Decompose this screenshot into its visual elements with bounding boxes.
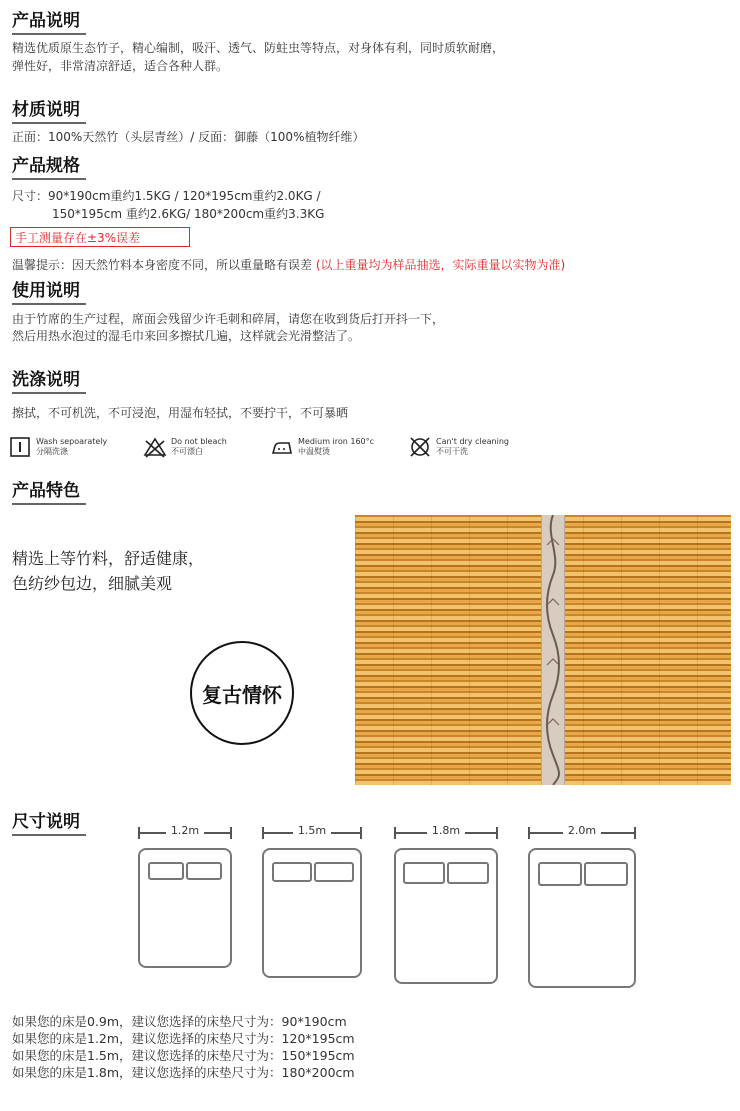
care-zh: 分隔洗涤 [36, 447, 68, 456]
usage-line-1: 由于竹席的生产过程，席面会残留少许毛刺和碎屑，请您在收到货后打开抖一下， [12, 312, 445, 326]
title-underline [12, 392, 86, 394]
material-text: 正面：100%天然竹（头层青丝）/ 反面：御藤（100%植物纤维） [12, 130, 365, 144]
bed-dimension-1 [138, 824, 232, 840]
mat-binding-strip [541, 515, 565, 785]
product-desc-line-1: 精选优质原生态竹子，精心编制，吸汗、透气、防蛀虫等特点，对身体有利，同时质软耐磨， [12, 41, 505, 55]
material-title: 材质说明 [12, 100, 80, 120]
spec-title: 产品规格 [12, 156, 80, 176]
feature-line-2: 色纺纱包边，细腻美观 [12, 574, 173, 593]
size-suggestion: 如果您的床是1.8m，建议您选择的床垫尺寸为：180*200cm [12, 1065, 355, 1080]
pillow-icon [314, 862, 354, 882]
care-item-bleach [143, 435, 227, 459]
care-zh: 不可干洗 [436, 447, 468, 456]
title-underline [12, 178, 86, 180]
product-desc-line-2: 弹性好，非常清凉舒适，适合各种人群。 [12, 59, 229, 73]
wash-title: 洗涤说明 [12, 370, 80, 390]
title-underline [12, 503, 86, 505]
bed-outline [262, 848, 362, 978]
care-item-wash [8, 435, 107, 459]
spec-tip-red: (以上重量均为样品抽选，实际重量以实物为准) [315, 258, 566, 272]
wash-separately-icon [8, 435, 32, 459]
bed-outline [528, 848, 636, 988]
wash-text: 擦拭，不可机洗，不可浸泡，用湿布轻拭，不要拧干，不可暴晒 [12, 406, 349, 420]
size-suggestion: 如果您的床是1.5m，建议您选择的床垫尺寸为：150*195cm [12, 1048, 355, 1063]
feature-title: 产品特色 [12, 481, 80, 501]
bed-outline [394, 848, 498, 984]
care-en: Wash sepoarately [36, 437, 108, 446]
pillow-icon [584, 862, 628, 886]
pillow-icon [186, 862, 222, 880]
title-underline [12, 834, 86, 836]
bed-outline [138, 848, 232, 968]
usage-line-2: 然后用热水泡过的湿毛巾来回多擦拭几遍，这样就会光滑整洁了。 [12, 329, 361, 343]
bed-dimension-4 [528, 824, 636, 840]
bed-label: 1.2m [166, 824, 204, 837]
care-en: Can't dry cleaning [436, 437, 509, 446]
bed-label: 2.0m [563, 824, 601, 837]
size-suggestion: 如果您的床是0.9m，建议您选择的床垫尺寸为：90*190cm [12, 1014, 347, 1029]
pillow-icon [403, 862, 445, 884]
size-title: 尺寸说明 [12, 812, 80, 832]
care-zh: 不可漂白 [171, 447, 203, 456]
spec-error-note: 手工测量存在±3%误差 [10, 227, 190, 247]
care-zh: 中温熨烫 [298, 447, 330, 456]
iron-icon [270, 435, 294, 459]
bed-dimension-3 [394, 824, 498, 840]
pillow-icon [272, 862, 312, 882]
title-underline [12, 122, 86, 124]
care-en: Medium iron 160°c [298, 437, 375, 446]
pillow-icon [538, 862, 582, 886]
feature-line-1: 精选上等竹料，舒适健康， [12, 549, 205, 568]
bed-label: 1.5m [293, 824, 331, 837]
size-suggestion: 如果您的床是1.2m，建议您选择的床垫尺寸为：120*195cm [12, 1031, 355, 1046]
care-item-iron [270, 435, 374, 459]
spec-line-1: 尺寸：90*190cm重约1.5KG / 120*195cm重约2.0KG / [12, 189, 321, 203]
no-bleach-icon [143, 435, 167, 459]
pillow-icon [148, 862, 184, 880]
bed-label: 1.8m [427, 824, 465, 837]
bamboo-mat-photo [355, 515, 731, 785]
title-underline [12, 33, 86, 35]
spec-tip-text: 温馨提示：因天然竹料本身密度不同，所以重量略有误差 [12, 258, 313, 272]
care-item-dryclean [408, 435, 509, 459]
spec-line-2: 150*195cm 重约2.6KG/ 180*200cm重约3.3KG [52, 207, 325, 221]
title-underline [12, 303, 86, 305]
pillow-icon [447, 862, 489, 884]
bed-dimension-2 [262, 824, 362, 840]
product-desc-title: 产品说明 [12, 11, 80, 31]
usage-title: 使用说明 [12, 281, 80, 301]
spec-tip [12, 256, 565, 274]
no-dry-clean-icon [408, 435, 432, 459]
care-en: Do not bleach [171, 437, 227, 446]
retro-badge: 复古情怀 [190, 641, 294, 745]
